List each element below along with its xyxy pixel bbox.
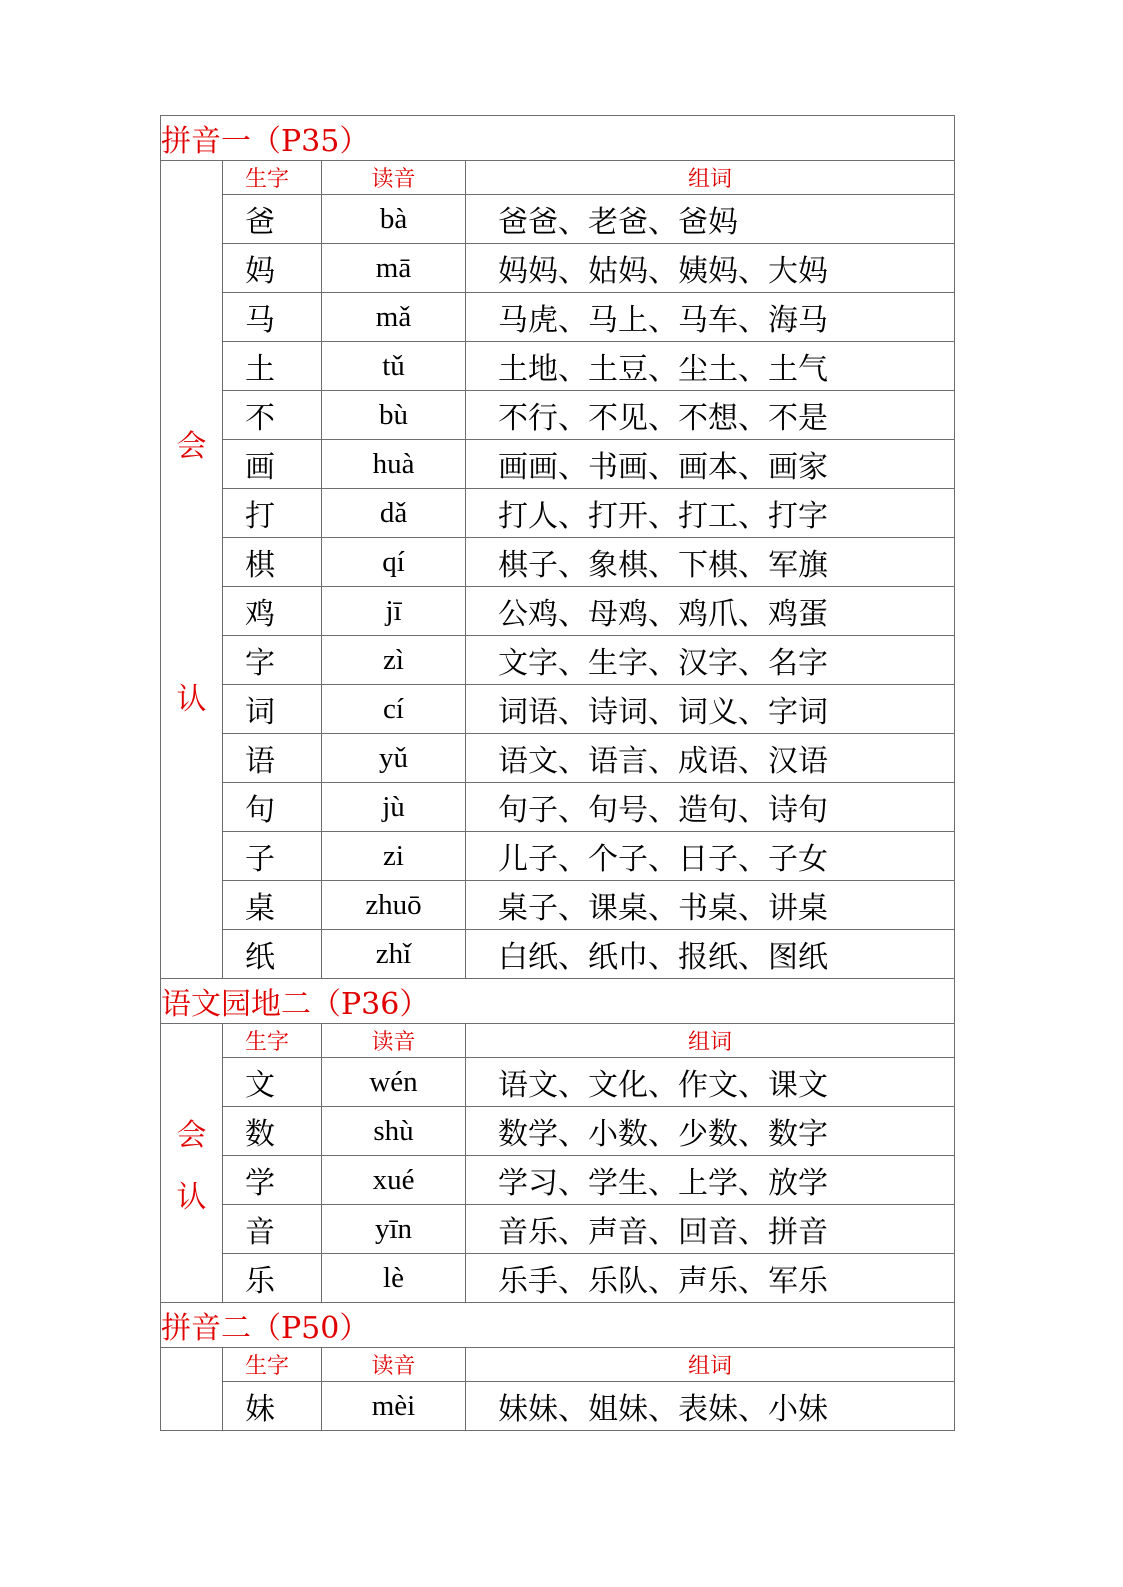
character-cell: 子 xyxy=(223,832,322,881)
column-header-row xyxy=(161,1024,955,1058)
table-row xyxy=(161,1156,955,1205)
pinyin-cell: huà xyxy=(322,440,466,489)
table-row xyxy=(161,783,955,832)
character-cell: 词 xyxy=(223,685,322,734)
character-cell: 妈 xyxy=(223,244,322,293)
section-title: 语文园地二（P36） xyxy=(161,979,955,1024)
side-label-char: 会 xyxy=(176,1117,207,1153)
words-cell: 儿子、个子、日子、子女 xyxy=(466,832,955,881)
header-pinyin: 读音 xyxy=(322,161,466,195)
words-cell: 棋子、象棋、下棋、军旗 xyxy=(466,538,955,587)
words-cell: 学习、学生、上学、放学 xyxy=(466,1156,955,1205)
vocabulary-table xyxy=(160,115,955,1431)
pinyin-cell: lè xyxy=(322,1254,466,1303)
character-cell: 棋 xyxy=(223,538,322,587)
words-cell: 句子、句号、造句、诗句 xyxy=(466,783,955,832)
pinyin-cell: tǔ xyxy=(322,342,466,391)
words-cell: 妈妈、姑妈、姨妈、大妈 xyxy=(466,244,955,293)
pinyin-cell: zi xyxy=(322,832,466,881)
side-label-char: 认 xyxy=(176,1180,207,1216)
pinyin-cell: shù xyxy=(322,1107,466,1156)
table-row xyxy=(161,636,955,685)
pinyin-cell: wén xyxy=(322,1058,466,1107)
table-row xyxy=(161,734,955,783)
column-header-row xyxy=(161,1348,955,1382)
header-words: 组词 xyxy=(466,1348,955,1382)
table-row xyxy=(161,1107,955,1156)
header-pinyin: 读音 xyxy=(322,1024,466,1058)
table-row xyxy=(161,1205,955,1254)
table-row xyxy=(161,342,955,391)
header-char: 生字 xyxy=(223,161,322,195)
side-label-cell xyxy=(161,1024,223,1303)
words-cell: 语文、语言、成语、汉语 xyxy=(466,734,955,783)
character-cell: 文 xyxy=(223,1058,322,1107)
table-row xyxy=(161,489,955,538)
character-cell: 土 xyxy=(223,342,322,391)
pinyin-cell: zì xyxy=(322,636,466,685)
words-cell: 词语、诗词、词义、字词 xyxy=(466,685,955,734)
pinyin-cell: zhuō xyxy=(322,881,466,930)
character-cell: 画 xyxy=(223,440,322,489)
table-row xyxy=(161,440,955,489)
character-cell: 打 xyxy=(223,489,322,538)
words-cell: 白纸、纸巾、报纸、图纸 xyxy=(466,930,955,979)
character-cell: 数 xyxy=(223,1107,322,1156)
header-pinyin: 读音 xyxy=(322,1348,466,1382)
words-cell: 数学、小数、少数、数字 xyxy=(466,1107,955,1156)
character-cell: 爸 xyxy=(223,195,322,244)
character-cell: 学 xyxy=(223,1156,322,1205)
character-cell: 纸 xyxy=(223,930,322,979)
table-row xyxy=(161,1058,955,1107)
table-row xyxy=(161,930,955,979)
pinyin-cell: bà xyxy=(322,195,466,244)
pinyin-cell: jī xyxy=(322,587,466,636)
pinyin-cell: zhǐ xyxy=(322,930,466,979)
character-cell: 马 xyxy=(223,293,322,342)
pinyin-cell: mèi xyxy=(322,1382,466,1431)
vocabulary-document xyxy=(160,115,954,1431)
table-row xyxy=(161,1382,955,1431)
table-row xyxy=(161,195,955,244)
section-title-row xyxy=(161,1303,955,1348)
side-label-cell xyxy=(161,1348,223,1431)
pinyin-cell: qí xyxy=(322,538,466,587)
column-header-row xyxy=(161,161,955,195)
character-cell: 句 xyxy=(223,783,322,832)
character-cell: 语 xyxy=(223,734,322,783)
table-row xyxy=(161,538,955,587)
section-title: 拼音二（P50） xyxy=(161,1303,955,1348)
table-row xyxy=(161,832,955,881)
header-char: 生字 xyxy=(223,1348,322,1382)
pinyin-cell: dǎ xyxy=(322,489,466,538)
words-cell: 音乐、声音、回音、拼音 xyxy=(466,1205,955,1254)
table-row xyxy=(161,293,955,342)
character-cell: 字 xyxy=(223,636,322,685)
side-label-cell xyxy=(161,161,223,979)
character-cell: 妹 xyxy=(223,1382,322,1431)
words-cell: 爸爸、老爸、爸妈 xyxy=(466,195,955,244)
pinyin-cell: xué xyxy=(322,1156,466,1205)
pinyin-cell: bù xyxy=(322,391,466,440)
words-cell: 公鸡、母鸡、鸡爪、鸡蛋 xyxy=(466,587,955,636)
section-title: 拼音一（P35） xyxy=(161,116,955,161)
table-row xyxy=(161,685,955,734)
side-label-char: 认 xyxy=(176,682,207,718)
words-cell: 马虎、马上、马车、海马 xyxy=(466,293,955,342)
table-body xyxy=(161,116,955,1431)
table-row xyxy=(161,881,955,930)
words-cell: 不行、不见、不想、不是 xyxy=(466,391,955,440)
pinyin-cell: mǎ xyxy=(322,293,466,342)
pinyin-cell: mā xyxy=(322,244,466,293)
header-words: 组词 xyxy=(466,161,955,195)
character-cell: 不 xyxy=(223,391,322,440)
header-words: 组词 xyxy=(466,1024,955,1058)
pinyin-cell: jù xyxy=(322,783,466,832)
words-cell: 画画、书画、画本、画家 xyxy=(466,440,955,489)
section-title-row xyxy=(161,116,955,161)
character-cell: 乐 xyxy=(223,1254,322,1303)
side-label-char: 会 xyxy=(176,428,207,464)
words-cell: 妹妹、姐妹、表妹、小妹 xyxy=(466,1382,955,1431)
table-row xyxy=(161,391,955,440)
words-cell: 土地、土豆、尘土、土气 xyxy=(466,342,955,391)
table-row xyxy=(161,1254,955,1303)
section-title-row xyxy=(161,979,955,1024)
character-cell: 桌 xyxy=(223,881,322,930)
character-cell: 音 xyxy=(223,1205,322,1254)
pinyin-cell: cí xyxy=(322,685,466,734)
table-row xyxy=(161,587,955,636)
words-cell: 文字、生字、汉字、名字 xyxy=(466,636,955,685)
words-cell: 桌子、课桌、书桌、讲桌 xyxy=(466,881,955,930)
header-char: 生字 xyxy=(223,1024,322,1058)
words-cell: 打人、打开、打工、打字 xyxy=(466,489,955,538)
pinyin-cell: yīn xyxy=(322,1205,466,1254)
table-row xyxy=(161,244,955,293)
words-cell: 乐手、乐队、声乐、军乐 xyxy=(466,1254,955,1303)
pinyin-cell: yǔ xyxy=(322,734,466,783)
words-cell: 语文、文化、作文、课文 xyxy=(466,1058,955,1107)
character-cell: 鸡 xyxy=(223,587,322,636)
